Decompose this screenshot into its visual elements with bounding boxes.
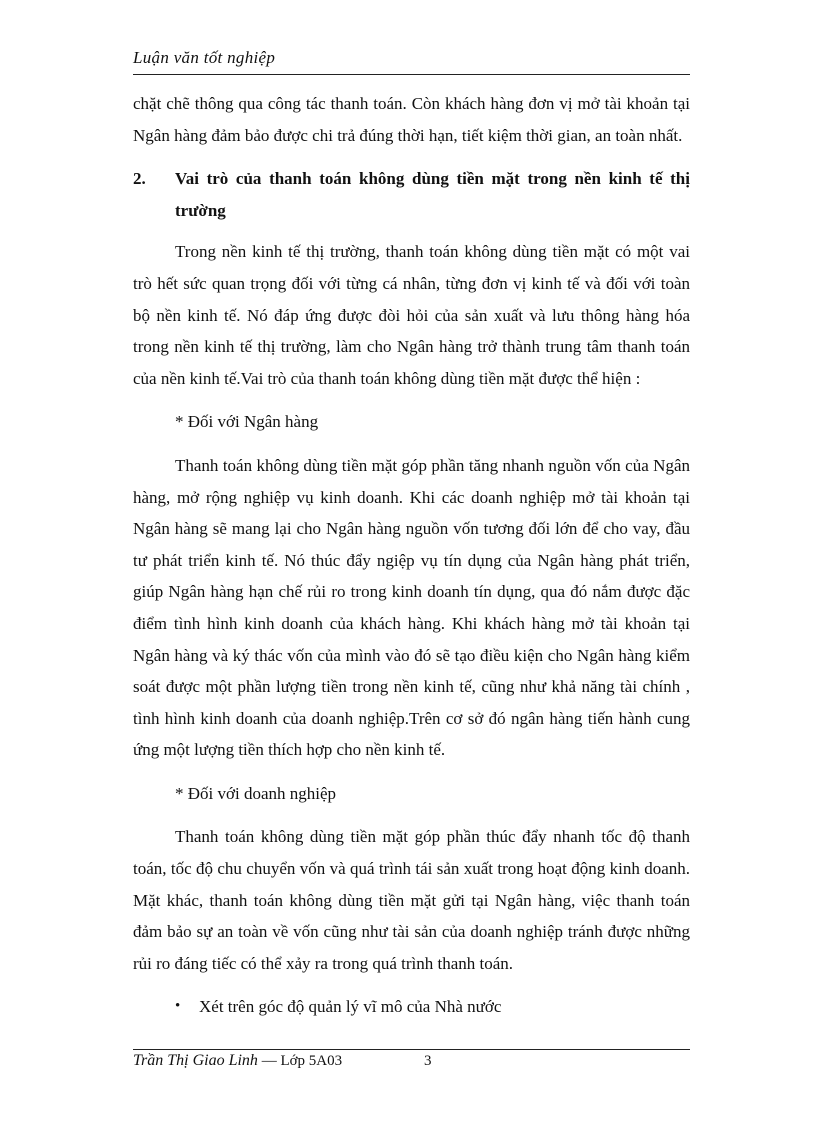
header-title: Luận văn tốt nghiệp [133, 48, 276, 67]
paragraph-continuation: chặt chẽ thông qua công tác thanh toán. Còn khách hàng đơn vị mở tài khoản tại Ngân hàng đảm bảo được chi trả đúng thời hạn, tiết kiệm thời gian, an toàn nhất. [133, 94, 690, 145]
page-content [133, 88, 690, 1023]
section-heading-text: Vai trò của thanh toán không dùng tiền mặt trong nền kinh tế thị trường [175, 169, 690, 220]
section-heading [133, 163, 690, 226]
footer-class: Lớp 5A03 [280, 1053, 343, 1069]
bullet-item [133, 991, 690, 1023]
bullet-icon: • [175, 998, 181, 1015]
page-footer [133, 1049, 690, 1070]
subheading-enterprise: * Đối với doanh nghiệp [175, 783, 337, 803]
page-number: 3 [424, 1053, 432, 1069]
section-heading-number: 2. [133, 169, 146, 189]
subheading-bank: * Đối với Ngân hàng [175, 412, 319, 432]
page-header [133, 46, 690, 75]
paragraph-intro: Trong nền kinh tế thị trường, thanh toán không dùng tiền mặt có một vai trò hết sức quan trọng đối với từng cá nhân, từng đơn vị kinh tế và đối với toàn bộ nền kinh tế. Nó đáp ứng được đòi hỏi của sản xuất và lưu thông hàng hóa trong nền kinh tế thị trường, làm cho Ngân hàng trở thành trung tâm thanh toán của nền kinh tế.Vai trò của thanh toán không dùng tiền mặt được thể hiện : [133, 242, 690, 388]
footer-separator: — [257, 1053, 281, 1069]
footer-author: Trần Thị Giao Linh [133, 1052, 258, 1069]
bullet-text: Xét trên góc độ quản lý vĩ mô của Nhà nước [199, 997, 502, 1017]
paragraph-bank-role: Thanh toán không dùng tiền mặt góp phần tăng nhanh nguồn vốn của Ngân hàng, mở rộng nghiệp vụ kinh doanh. Khi các doanh nghiệp mở tài khoản tại Ngân hàng sẽ mang lại cho Ngân hàng nguồn vốn tương đối lớn để cho vay, đầu tư phát triển kinh tế. Nó thúc đẩy ngiệp vụ tín dụng của Ngân hàng phát triển, giúp Ngân hàng hạn chế rủi ro trong kinh doanh tín dụng, qua đó nắm được đặc điểm tình hình kinh doanh của khách hàng. Khi khách hàng mở tài khoản tại Ngân hàng và ký thác vốn của mình vào đó sẽ tạo điều kiện cho Ngân hàng kiểm soát được một phần lượng tiền trong nền kinh tế, cũng như khả năng tài chính , tình hình kinh doanh của doanh nghiệp.Trên cơ sở đó ngân hàng tiến hành cung ứng một lượng tiền thích hợp cho nền kinh tế. [133, 455, 690, 760]
paragraph-enterprise-role: Thanh toán không dùng tiền mặt góp phần thúc đẩy nhanh tốc độ thanh toán, tốc độ chu chuyển vốn và quá trình tái sản xuất trong hoạt động kinh doanh. Mặt khác, thanh toán không dùng tiền mặt gửi tại Ngân hàng, việc thanh toán đảm bảo sự an toàn về vốn cũng như tài sản của doanh nghiệp tránh được những rủi ro đáng tiếc có thể xảy ra trong quá trình thanh toán. [133, 827, 690, 973]
